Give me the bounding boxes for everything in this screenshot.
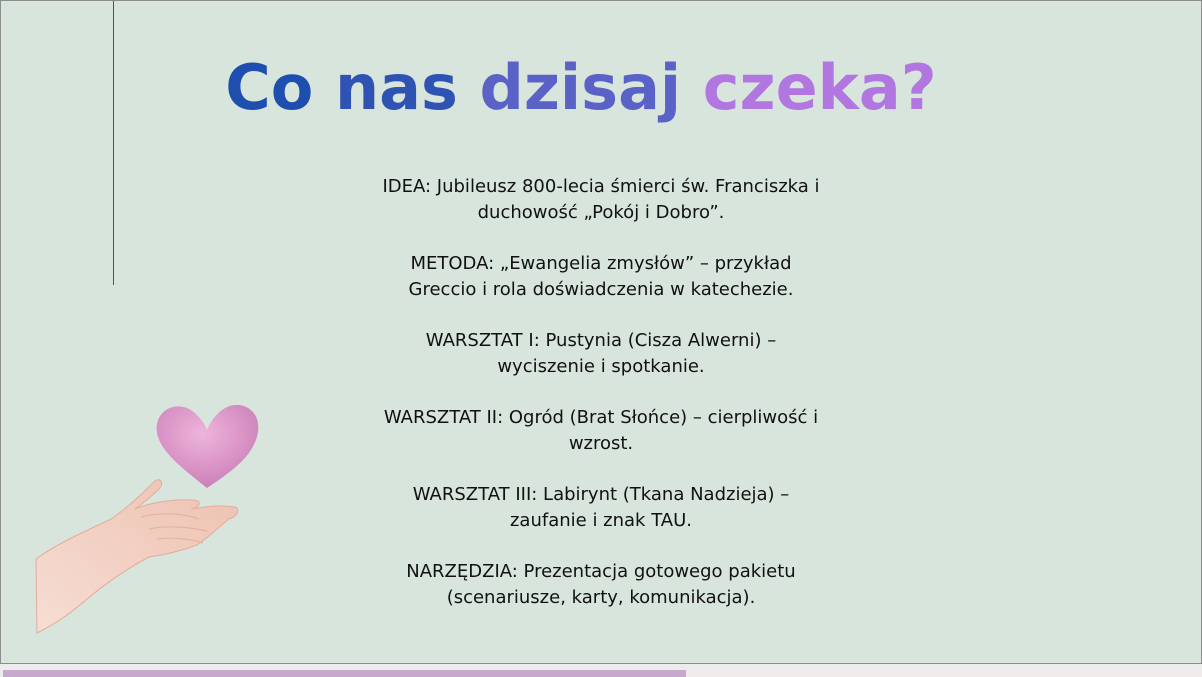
agenda-item-warsztat-3: WARSZTAT III: Labirynt (Tkana Nadzieja) – zaufanie i znak TAU. — [412, 484, 790, 531]
agenda-item-idea: IDEA: Jubileusz 800-lecia śmierci św. Franciszka i duchowość „Pokój i Dobro”. — [382, 176, 820, 223]
accent-line — [113, 1, 114, 285]
agenda-item-narzedzia: NARZĘDZIA: Prezentacja gotowego pakietu (scenariusze, karty, komunikacja). — [406, 561, 796, 608]
title-part: Co — [225, 51, 335, 124]
hand-shape — [36, 480, 238, 633]
title-part: czeka? — [702, 51, 937, 124]
agenda-item-warsztat-1: WARSZTAT I: Pustynia (Cisza Alwerni) – wyciszenie i spotkanie. — [425, 330, 777, 377]
heart-hand-icon — [31, 399, 271, 634]
preview-band-left — [3, 670, 686, 677]
slide-title — [181, 53, 981, 123]
title-part: dzisaj — [479, 51, 703, 124]
next-slide-preview-strip — [0, 664, 1202, 677]
agenda-item-metoda: METODA: „Ewangelia zmysłów” – przykład Greccio i rola doświadczenia w katechezie. — [408, 253, 794, 300]
heart-shape — [157, 405, 259, 488]
preview-band-right — [686, 670, 1202, 677]
agenda-item-warsztat-2: WARSZTAT II: Ogród (Brat Słońce) – cierpliwość i wzrost. — [383, 407, 819, 454]
agenda-list — [351, 174, 851, 636]
title-part: nas — [334, 51, 480, 124]
